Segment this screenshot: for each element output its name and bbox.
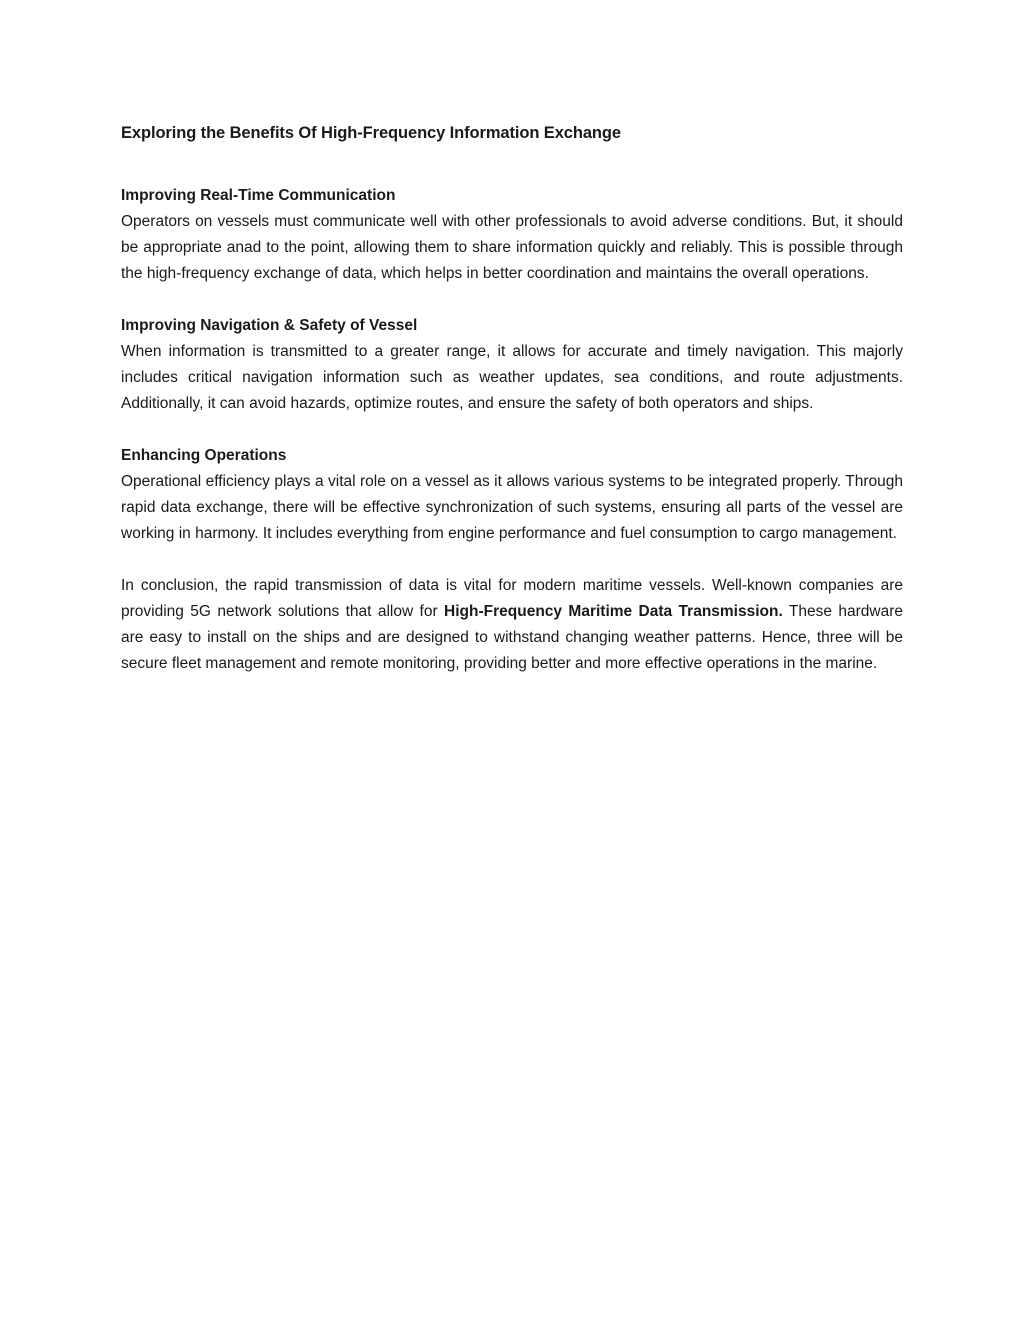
section-body: Operators on vessels must communicate well with other professionals to avoid adverse conditions. But, it should be appropriate anad to the point, allowing them to share information quickly and reliably. This is possible through the high-frequency exchange of data, which helps in better coordination and maintains the overall operations. [121,213,903,282]
section-body: When information is transmitted to a greater range, it allows for accurate and timely navigation. This majorly includes critical navigation information such as weather updates, sea conditions, and route adjustments. Additionally, it can avoid hazards, optimize routes, and ensure the safety of both operators and ships. [121,343,903,412]
section-heading: Enhancing Operations [121,447,287,464]
section-body: Operational efficiency plays a vital role on a vessel as it allows various systems to be integrated properly. Through rapid data exchange, there will be effective synchronization of such systems, ensuring all parts of the vessel are working in harmony. It includes everything from engine performance and fuel consumption to cargo management. [121,473,903,542]
section-heading: Improving Navigation & Safety of Vessel [121,317,418,334]
section-real-time-communication [121,183,903,287]
section-heading: Improving Real-Time Communication [121,187,396,204]
section-enhancing-operations [121,443,903,547]
conclusion-text-after: These hardware are easy to install on the ships and are designed to withstand changing weather patterns. Hence, three will be secure fleet management and remote monitoring, providing better and more effective operations in the marine. [121,603,903,672]
conclusion-bold-phrase: High-Frequency Maritime Data Transmission. [444,603,783,620]
conclusion-paragraph [121,573,903,677]
section-navigation-safety [121,313,903,417]
conclusion-text-before: In conclusion, the rapid transmission of data is vital for modern maritime vessels. Well-known companies are providing 5G network solutions that allow for [121,577,903,620]
document-title: Exploring the Benefits Of High-Frequency Information Exchange [121,124,621,142]
